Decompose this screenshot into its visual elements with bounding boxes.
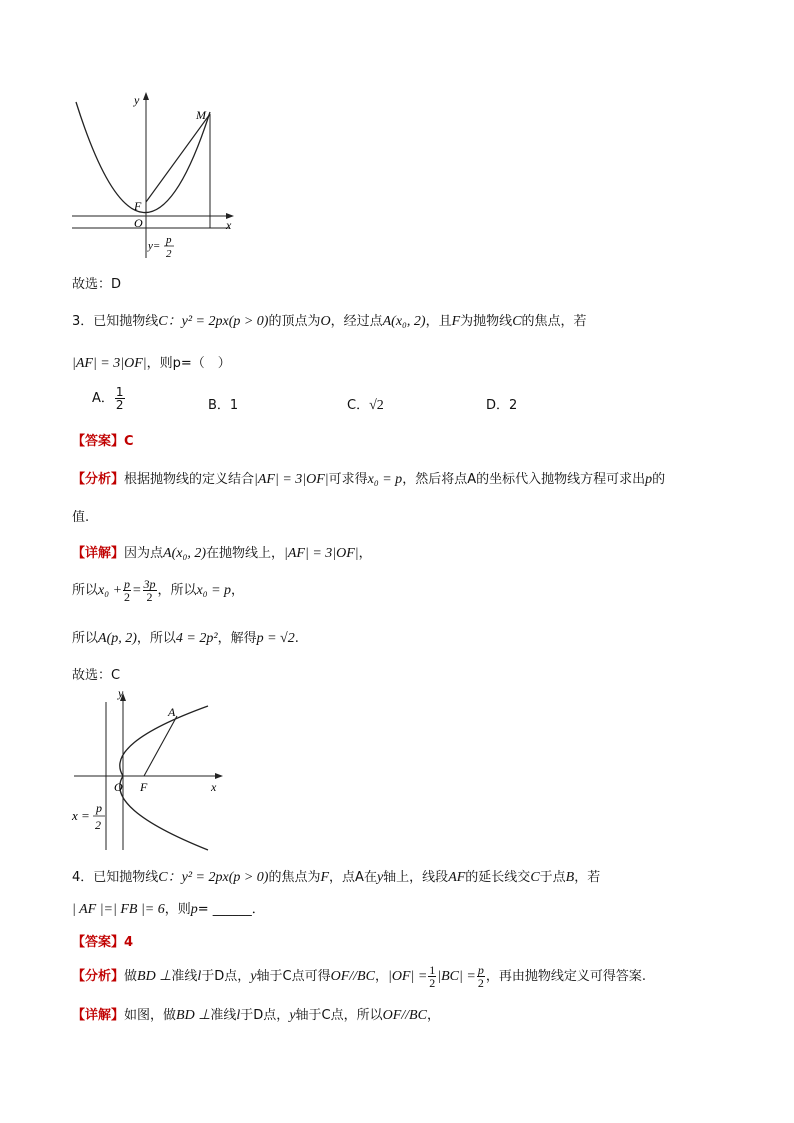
q3-c: C	[512, 314, 522, 329]
analysis-text-3: 于D点，	[201, 969, 251, 984]
detail-point-a: A(x₀, 2)	[163, 546, 206, 561]
analysis-text-2: 可求得	[328, 472, 368, 487]
analysis-text-1: 做	[124, 969, 138, 984]
option-c-label: C．	[347, 398, 370, 413]
line2-result: x₀ = p	[196, 583, 232, 598]
q3-number: 3．已知抛物线	[72, 314, 159, 329]
analysis-parallel: OF//BC	[330, 969, 375, 984]
line2-frac-1: $\frac{p}{2}$	[124, 577, 131, 604]
analysis-text-3: ，然后将点A的坐标代入抛物线方程可求出	[402, 472, 646, 487]
analysis-frac-p: $\frac{p}{2}$	[477, 963, 484, 990]
q3-detail-line-1	[72, 542, 372, 562]
analysis-equation: x₀ = p	[367, 472, 403, 487]
q4-text-3: 轴上，线段	[383, 870, 449, 885]
q3-condition: |AF| = 3|OF|	[72, 356, 147, 371]
q3-text-2: ，经过点	[330, 314, 383, 329]
q4-stem-line-2	[72, 898, 265, 918]
point-f-label: F	[140, 780, 148, 794]
q3-stem-line-1	[72, 310, 587, 330]
answer-tag: 【答案】	[72, 935, 125, 950]
y-axis-arrow	[143, 92, 149, 100]
x-axis-label: x	[211, 780, 217, 794]
q3-text-6: ，则p=（ ）	[146, 356, 231, 371]
q3-option-d[interactable]: D．2	[486, 398, 518, 413]
q4-answer	[72, 931, 133, 950]
line3-point: A(p, 2)	[98, 631, 137, 646]
line2-mid: ，所以	[157, 583, 197, 598]
q3-detail-line-3	[72, 627, 299, 647]
answer-value: C	[124, 434, 134, 449]
segment-af	[144, 716, 177, 776]
q3-text-5: 的焦点，若	[521, 314, 587, 329]
q4-text-6: ，若	[574, 870, 601, 885]
option-a-label: A．	[92, 391, 114, 406]
directrix-num: p	[166, 234, 172, 246]
directrix-den: 2	[95, 818, 101, 832]
q4-detail	[72, 1004, 440, 1024]
q4-text-4: 的延长线交	[465, 870, 531, 885]
q4-b: B	[565, 870, 575, 885]
q4-curve-name: C：	[158, 870, 182, 885]
answer-value: 4	[124, 935, 134, 950]
detail-text-5: ，	[426, 1008, 440, 1023]
q3-analysis-line-1	[72, 468, 665, 488]
q4-p: p	[190, 902, 198, 917]
detail-tag: 【详解】	[72, 1008, 125, 1023]
q4-condition: | AF |=| FB |= 6	[72, 902, 165, 917]
q4-text-1: 的焦点为	[268, 870, 321, 885]
detail-y: y	[289, 1008, 296, 1023]
analysis-bc: |BC| =	[437, 969, 476, 984]
line2-frac-2: $\frac{3p}{2}$	[143, 577, 156, 604]
line3-result: p = √2	[256, 631, 295, 646]
answer-tag: 【答案】	[72, 434, 125, 449]
detail-text-2: 准线	[210, 1008, 237, 1023]
point-m-label: M	[196, 108, 206, 122]
x-axis-arrow	[215, 773, 223, 779]
analysis-text-1: 根据抛物线的定义结合	[124, 472, 255, 487]
y-axis-label: y	[134, 93, 140, 107]
analysis-text-5: ，	[374, 969, 388, 984]
parabola-curve	[76, 102, 210, 213]
segment-mf	[146, 114, 210, 202]
q3-text-4: 为抛物线	[460, 314, 513, 329]
option-c-value: √2	[369, 398, 384, 413]
analysis-text-4: 轴于C点可得	[256, 969, 331, 984]
line3-mid: ，所以	[136, 631, 176, 646]
q4-text-5: 于点	[539, 870, 566, 885]
q4-af: AF	[448, 870, 466, 885]
detail-text-4: 轴于C点，所以	[295, 1008, 383, 1023]
line3-equation: 4 = 2p²	[175, 631, 218, 646]
directrix-num: p	[96, 801, 102, 815]
parabola-curve	[120, 706, 208, 850]
q3-text-1: 的顶点为	[268, 314, 321, 329]
detail-l: l	[236, 1008, 241, 1023]
q3-answer	[72, 430, 134, 449]
detail-text-1: 如图，做	[124, 1008, 177, 1023]
detail-text-1: 因为点	[124, 546, 164, 561]
line3-mid-2: ，解得	[217, 631, 257, 646]
line2-lhs: x₀ +	[98, 583, 123, 598]
y-axis-label: y	[118, 686, 124, 700]
q3-choose: 故选：C	[72, 668, 121, 683]
analysis-y: y	[250, 969, 257, 984]
q4-c: C	[530, 870, 540, 885]
q3-f: F	[451, 314, 461, 329]
detail-text-2: 在抛物线上，	[206, 546, 285, 561]
q3-stem-line-2	[72, 352, 231, 372]
q3-equation: y² = 2px(p > 0)	[181, 314, 269, 329]
detail-text-3: 于D点，	[240, 1008, 290, 1023]
analysis-text-6: ，再由抛物线定义可得答案.	[485, 969, 646, 984]
detail-parallel: OF//BC	[382, 1008, 427, 1023]
q4-text-7: ，则	[164, 902, 191, 917]
line3-prefix: 所以	[72, 631, 99, 646]
analysis-l: l	[197, 969, 202, 984]
analysis-condition: |AF| = 3|OF|	[254, 472, 329, 487]
origin-label: O	[114, 780, 123, 794]
detail-bd: BD ⊥	[176, 1008, 211, 1023]
analysis-frac-half: $\frac{1}{2}$	[429, 963, 436, 990]
q3-text-3: ，且	[425, 314, 452, 329]
answer-q2: 故选：D	[72, 277, 122, 292]
q4-text-8: = ______．	[197, 902, 265, 917]
q3-point-a: A(x₀, 2)	[382, 314, 426, 329]
point-f-label: F	[134, 199, 142, 213]
analysis-text-4: 的	[652, 472, 666, 487]
point-a-label: A	[168, 705, 176, 719]
q4-equation: y² = 2px(p > 0)	[181, 870, 269, 885]
q4-number: 4．已知抛物线	[72, 870, 159, 885]
directrix-prefix: y=	[148, 240, 161, 252]
line2-prefix: 所以	[72, 583, 99, 598]
x-axis-label: x	[226, 218, 232, 232]
directrix-den: 2	[166, 248, 172, 260]
analysis-of: |OF| =	[387, 969, 428, 984]
analysis-text-2: 准线	[171, 969, 198, 984]
figure-2-parabola	[68, 684, 238, 854]
analysis-tag: 【分析】	[72, 969, 125, 984]
q3-detail-line-2	[72, 578, 244, 603]
q3-option-c[interactable]	[347, 394, 384, 414]
line3-end: .	[294, 631, 299, 646]
analysis-p: p	[645, 472, 653, 487]
directrix-prefix: x =	[72, 808, 90, 823]
q3-option-a[interactable]	[92, 386, 126, 411]
option-a-fraction: $\frac{1}{2}$	[115, 385, 124, 412]
detail-tag: 【详解】	[72, 546, 125, 561]
origin-label: O	[134, 216, 143, 230]
q4-f: F	[320, 870, 330, 885]
analysis-bd: BD ⊥	[137, 969, 172, 984]
q4-text-2: ，点A在	[329, 870, 377, 885]
q3-curve-name: C：	[158, 314, 182, 329]
line2-end: ，	[231, 583, 245, 598]
line2-eq: =	[132, 583, 142, 598]
q4-stem-line-1	[72, 866, 600, 886]
detail-condition: |AF| = 3|OF|	[284, 546, 359, 561]
q4-analysis	[72, 964, 646, 989]
analysis-tag: 【分析】	[72, 472, 125, 487]
figure-1-parabola	[68, 88, 248, 263]
q3-option-b[interactable]: B．1	[208, 398, 239, 413]
detail-text-3: ，	[358, 546, 372, 561]
q3-analysis-line-2: 值.	[72, 510, 90, 525]
q3-o: O	[320, 314, 331, 329]
q4-y: y	[376, 870, 384, 885]
